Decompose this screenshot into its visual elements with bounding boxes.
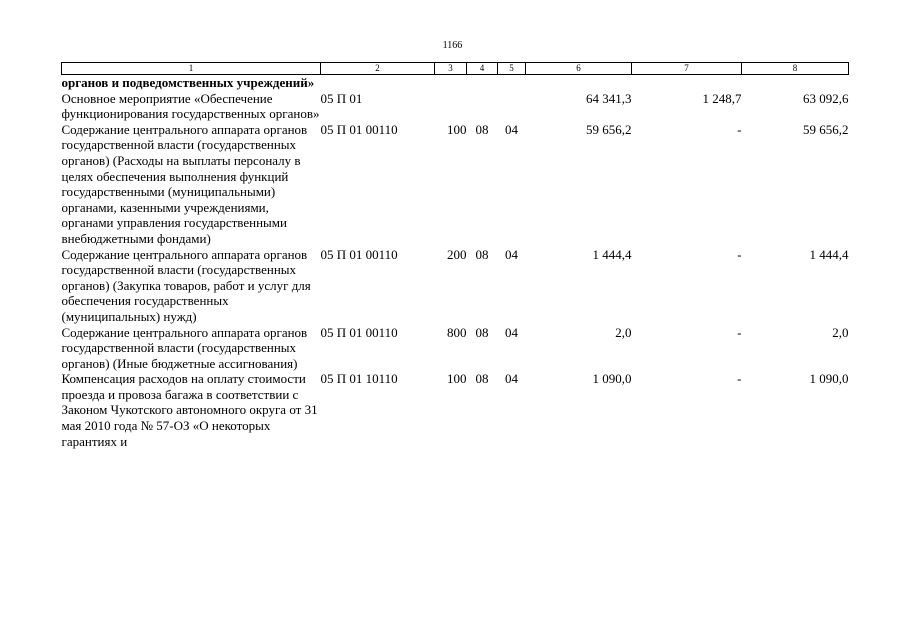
table-row [62, 371, 849, 449]
row-name: органов и подведомственных учреждений» [61, 75, 315, 90]
row-code: 05 П 01 [320, 90, 363, 106]
row-c4 [467, 75, 498, 91]
row-c5 [498, 91, 526, 122]
row-c3: 100 [447, 371, 467, 387]
col-header-5: 5 [498, 63, 526, 75]
row-c7 [632, 75, 742, 91]
col-header-8: 8 [742, 63, 849, 75]
row-c3 [435, 91, 467, 122]
row-c8: 2,0 [832, 324, 849, 340]
row-c6: 1 444,4 [592, 246, 632, 262]
row-c3: 200 [447, 246, 467, 262]
table-row [62, 122, 849, 247]
row-name: Основное мероприятие «Обеспечение функционирования государственных органов» [61, 90, 320, 122]
col-header-1: 1 [62, 63, 321, 75]
row-c6 [526, 75, 632, 91]
row-c8: 1 444,4 [809, 246, 849, 262]
table-row [62, 325, 849, 372]
budget-table [61, 62, 849, 449]
row-code: 05 П 01 00110 [320, 121, 398, 137]
row-c5: 04 [505, 121, 518, 137]
row-c4 [467, 91, 498, 122]
row-code: 05 П 01 00110 [320, 246, 398, 262]
col-header-3: 3 [435, 63, 467, 75]
row-c5: 04 [505, 324, 518, 340]
row-c3 [435, 75, 467, 91]
row-c8: 59 656,2 [803, 121, 849, 137]
row-c5 [498, 75, 526, 91]
table-row [62, 247, 849, 325]
row-c6: 1 090,0 [592, 371, 632, 387]
row-c7: - [737, 246, 742, 262]
row-code [321, 75, 435, 91]
row-c4: 08 [475, 246, 489, 262]
row-c8: 63 092,6 [803, 90, 849, 106]
column-number-row [62, 63, 849, 75]
page-number: 1166 [442, 40, 463, 51]
row-c4: 08 [475, 324, 489, 340]
row-c7: - [737, 371, 742, 387]
table-row [62, 91, 849, 122]
col-header-2: 2 [321, 63, 435, 75]
row-name: Содержание центрального аппарата органов государственной власти (государственных органов) (Расходы на выплаты персоналу в целях обеспечения выполнения функций государственными (муниципальными) органами, казенными учреждениями, органами управления государственными внебюджетными фондами) [61, 121, 308, 246]
row-name: Компенсация расходов на оплату стоимости проезда и провоза багажа в соответствии с Законом Чукотского автономного округа от 31 мая 2010 года № 57-ОЗ «О некоторых гарантиях и [61, 371, 318, 449]
row-c8 [742, 75, 849, 91]
row-c4: 08 [475, 371, 489, 387]
row-c4: 08 [475, 121, 489, 137]
col-header-6: 6 [526, 63, 632, 75]
row-name: Содержание центрального аппарата органов государственной власти (государственных органов) (Иные бюджетные ассигнования) [61, 324, 308, 371]
row-c5: 04 [505, 371, 518, 387]
row-c3: 800 [447, 324, 467, 340]
row-c6: 64 341,3 [586, 90, 632, 106]
row-code: 05 П 01 10110 [320, 371, 398, 387]
row-c7: 1 248,7 [702, 90, 742, 106]
row-c3: 100 [447, 121, 467, 137]
row-name: Содержание центрального аппарата органов государственной власти (государственных органов) (Закупка товаров, работ и услуг для обеспечения государственных (муниципальных) нужд) [61, 246, 311, 324]
row-c8: 1 090,0 [809, 371, 849, 387]
row-c7: - [737, 121, 742, 137]
col-header-7: 7 [632, 63, 742, 75]
col-header-4: 4 [467, 63, 498, 75]
row-c6: 2,0 [615, 324, 632, 340]
table-row [62, 75, 849, 91]
row-c7: - [737, 324, 742, 340]
row-code: 05 П 01 00110 [320, 324, 398, 340]
row-c6: 59 656,2 [586, 121, 632, 137]
row-c5: 04 [505, 246, 518, 262]
